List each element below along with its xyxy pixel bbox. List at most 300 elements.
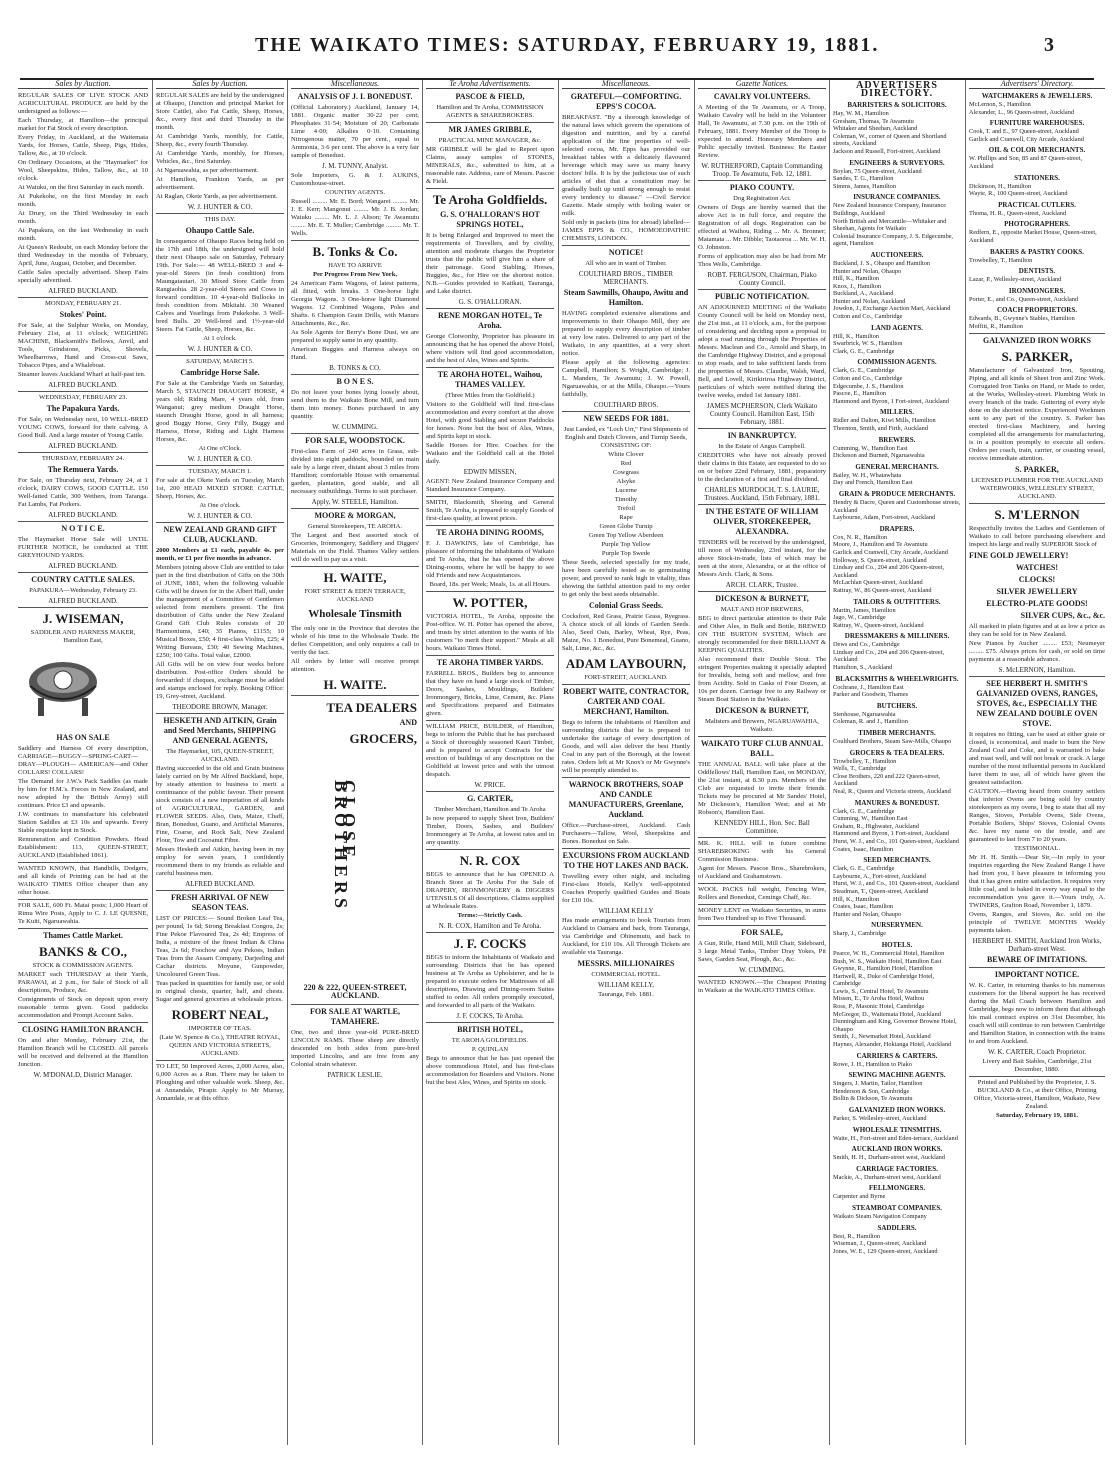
directory-entry: McLernon, S., Hamilton: [969, 101, 1031, 108]
directory-entry: Hunter and Nolan, Ohaupo: [833, 910, 902, 918]
paragraph: Members joining above Club are entitled to take part in the first distribution of Gifts on the 30th of JUNE, 1881, when the following valuable Gifts will be drawn for in the Albert Hall, under the management of a Committee of Gentlemen selected from members present. The first distribution of Gifts under the New Zealand Grand Gift Club Rules consists of 20 Harmoniums, £40; 35 Pianos, £1155; 10 Musical Boxes, £50; 4 first-class Violins, £25; 4 Writing Bureaus, £30; 40 Sewing Machines, £250; 100 Gifts. Total value, £2000.: [156, 564, 284, 659]
paragraph: On Ordinary Occasions, at the "Haymarket" for Wool, Sheepskins, Hides, Tallow, &c., at 10 o'clock.: [18, 159, 148, 182]
divider: [426, 496, 554, 497]
paragraph: BEGS to announce that he has OPENED A Branch Store at Te Aroha For the Sale of DRAPERY, IRONMONGERY & DIGGERS UTENSILS Of all descriptions. Claims supplied at Wholesale Rates.: [426, 871, 554, 910]
paragraph: MARKET each THURSDAY at their Yards, PARAWAI, at 2 p.m., for Sale of Stock of all descriptions, Produce, &c.: [18, 971, 148, 994]
paragraph: Is now prepared to supply Sheet Iron, Builders' Timber, Doors, Sashes, and Builders' Ironmongery at Te Aroha, at lowest rates and in any quantity.: [426, 815, 554, 846]
directory-section-title: STATIONERS.: [1014, 173, 1060, 182]
signature: W. K. CARTER, Coach Proprietor.: [987, 1047, 1087, 1056]
divider: [291, 240, 419, 241]
saddle-illustration: [18, 652, 108, 722]
column-7: [833, 80, 961, 1445]
directory-entry: Hammond and Byron, 1 Fort-street, Auckland: [833, 830, 949, 838]
directory-entry: Lindsay and Co., 204 and 206 Queen-street, Auckland: [833, 564, 945, 579]
directory-section-title: TAILORS & OUTFITTERS.: [853, 597, 941, 606]
paragraph: At Ngaruawahia, as per advertisement.: [156, 167, 259, 174]
sale-date: THURSDAY, FEBRUARY 24.: [41, 455, 125, 462]
divider: [18, 297, 148, 298]
ad-heading: BEWARE OF IMITATIONS.: [986, 954, 1088, 964]
divider: [291, 374, 419, 375]
ad-heading: TE AROHA DINING ROOMS,: [436, 528, 544, 537]
directory-entry: Hurst, W. J., and Co., 101 Queen-street, Auckland: [833, 837, 959, 845]
ad-heading: IN BANKRUPTCY.: [727, 431, 797, 440]
signature: ROBT. FERGUSON, Chairman, Piako County Council.: [707, 271, 817, 287]
signature: W. CUMMING.: [739, 966, 785, 974]
list-item: Purple Top Swede: [601, 550, 651, 557]
directory-entry: Knox, J., Hamilton: [833, 282, 882, 290]
directory-section-title: DRESSMAKERS & MILLINERS.: [844, 632, 950, 641]
directory-entry: Hill, K., Hamilton: [833, 332, 879, 340]
paragraph: At Pukekohe, on the first Monday in each month.: [18, 193, 148, 208]
signature: EDWIN MISSEN,: [463, 468, 517, 476]
paragraph: At One o'clock.: [199, 502, 241, 509]
paragraph: MR GRIBBLE will be glad to Report upon Claims, assay samples of STONES, MINERALS, &c., submitted to him, at a reasonable rate. Address, care of Messrs. Pascoe & Field.: [426, 146, 554, 185]
ad-heading: TE AROHA TIMBER YARDS.: [436, 658, 544, 667]
directory-section-title: DRAPERS.: [879, 524, 915, 533]
directory-entry: Dunningham and King, Governor Browne Hotel, Ohaupo: [833, 1018, 957, 1033]
signature: Apply, W. STEELE, Hamilton.: [311, 498, 399, 506]
paragraph: At Hamilton, Frankton Yards, as per advertisement.: [156, 176, 284, 191]
directory-entry: Jones, W. E., 129 Queen-street, Auckland: [833, 1247, 938, 1255]
ad-heading: Wholesale Tinsmith: [308, 608, 402, 620]
directory-entry: Wayte, R., 100 Queen-street, Auckland: [969, 190, 1068, 198]
paragraph: Livery and Bait Stables, Cambridge, 21st December, 1880.: [982, 1057, 1092, 1073]
directory-entry: Carpenter and Byrne: [833, 1193, 886, 1201]
ad-heading: S. PARKER,: [1015, 464, 1059, 474]
column-heading: Sales by Auction.: [156, 80, 284, 89]
paragraph: At Cambridge Yards, monthly, for Horses, Vehicles, &c., first Saturday.: [156, 150, 284, 165]
directory-entry: Clark, G. E., Cambridge: [833, 807, 895, 815]
directory-section-title: TIMBER MERCHANTS.: [858, 729, 936, 738]
divider: [156, 213, 284, 214]
divider: [698, 504, 826, 505]
paragraph: Terms:—Strictly Cash.: [457, 912, 523, 919]
ad-heading: COUNTRY CATTLE SALES.: [31, 575, 135, 584]
ad-subheading: SADDLER AND HARNESS MAKER, Hamilton East,: [30, 629, 136, 644]
directory-entry: McGregor, D., Waitemata Hotel, Auckland: [833, 1010, 941, 1018]
paragraph: REGULAR SALES are held by the undersigned at Ohaupo, (Junction and principal Market for Store Cattle), also Fat Cattle, Sheep, Horses, &c., every first and third Thursday in the month.: [156, 92, 284, 131]
directory-entry: Cotton and Co., Cambridge: [833, 375, 903, 383]
directory-entry: Coates, Isaac, Hamilton: [833, 845, 894, 853]
list-item: ELECTRO-PLATE GOODS!: [986, 598, 1088, 608]
directory-entry: Clark, G. E., Cambridge: [833, 367, 895, 375]
divider: [969, 503, 1105, 504]
paragraph: WANTED KNOWN.—The Cheapest Printing in Waikato at the WAIKATO TIMES Office.: [698, 979, 826, 994]
divider: [426, 655, 554, 656]
directory-section-title: WHOLESALE TINSMITHS.: [852, 1125, 942, 1134]
column-2: [156, 80, 284, 1445]
ad-heading: H. WAITE,: [323, 570, 387, 585]
paragraph: Mr H. H. Smith.—Dear Sir,—In reply to your inquiries regarding the New Zealand Range I have had from you, I have pleasure in informing you that it has given entire satisfaction. It requires very little coal, and is baked in every way equal to the recommendation you gave it.—Yours truly, A. TWINERS, Grafton Road, November 1, 1879.: [969, 853, 1105, 909]
paragraph: W. K. Carter, in returning thanks to his numerous customers for the liberal support he has received during the Mail Coach between Hamilton and Cambridge, begs now to inform them that although his mail contract expires on 31st December, his coach will still continue to run between Cambridge and Hamilton Station, in connection with the trains to and from Auckland.: [969, 981, 1105, 1045]
signature: ALFRED BUCKLAND.: [48, 511, 118, 519]
paragraph: PAPAKURA—Wednesday, February 23.: [29, 587, 137, 594]
directory-entry: Waite, H., Fort-street and Eden-terrace, Auckland: [833, 1134, 958, 1142]
column-rule: [558, 80, 559, 1445]
directory-entry: Wells, T., Cambridge: [833, 765, 887, 773]
ad-heading: B O N E S.: [336, 377, 374, 386]
ad-heading: Colonial Grass Seeds.: [588, 601, 663, 610]
directory-section-title: BREWERS.: [878, 435, 916, 444]
directory-section-title: FELLMONGERS.: [868, 1184, 926, 1193]
directory-entry: Sandes, T. G., Hamilton: [833, 175, 894, 183]
divider: [698, 883, 826, 884]
signature: WILLIAM KELLY,: [598, 981, 654, 989]
directory-entry: Thoma, H. R., Queen-street, Auckland: [969, 209, 1067, 217]
ad-heading: HESKETH AND AITKIN, Grain and Seed Merchants, SHIPPING AND GENERAL AGENTS,: [163, 716, 277, 745]
directory-section-title: MANURES & BONEDUST.: [854, 798, 940, 807]
ad-subheading: In the Estate of Angus Campbell.: [718, 443, 806, 450]
paragraph: Per Progress From New York,: [312, 271, 398, 278]
ad-heading: J. F. COCKS: [453, 936, 527, 951]
divider: [426, 122, 554, 123]
directory-entry: Buckland, J. S., Ohaupo and Hamilton: [833, 259, 931, 267]
divider: [969, 333, 1105, 334]
list-item: Green Top Yellow Aberdeen: [588, 532, 664, 539]
divider: [698, 428, 826, 429]
directory-section-title: SEWING MACHINE AGENTS.: [848, 1071, 946, 1080]
ad-heading: AND: [399, 718, 417, 727]
paragraph: Also recommend their Double Stout. The stringent Properties making it specially adapted for Invalids, being soft and mellow, and free from Acidity. Sold in Casks of Four Dozen, at 10s per dozen. Carriage free to any Railway or Steam Boat Station in the Waikato.: [698, 656, 826, 703]
directory-entry: Bollin & Dickson, Te Awamutu: [833, 1095, 913, 1103]
signature: ALFRED BUCKLAND.: [48, 562, 118, 570]
ad-subheading: Just Landed, ex "Loch Urr," First Shipments of English and Dutch Clovers, and Turnip Seeds, CONSISTING OF:: [563, 426, 689, 449]
ad-heading: GALVANIZED IRON WORKS: [983, 335, 1091, 345]
column-5: [562, 80, 690, 1445]
divider: [698, 904, 826, 905]
divider: [698, 837, 826, 838]
paragraph: Having succeeded to the old and Grain business lately carried on by Mr Alfred Buckland, hope, by steady attention to business to merit a continuance of the public favour. Their present stock consists of a new importation of all kinds of AGRICULTURAL, GARDEN, and FLOWER SEEDS. Also, Oats, Maize, Chaff, Bran, Bonedust, Guano, and Artificial Manures, Fine, Coarse, and Rock Salt, New Zealand Flour, Tow and Cocoanut Fibre.: [156, 765, 284, 844]
paragraph: George Clotworthy, Proprietor has pleasure in announcing that he has opened the above Hotel, where visitors will find good accommodation, and the best of Ales, Wines and Spirits.: [426, 333, 554, 364]
directory-entry: Lazar, P., Wellesley-street, Auckland: [969, 276, 1062, 284]
paragraph: At 1 o'clock.: [203, 335, 237, 342]
divider: [562, 777, 690, 778]
directory-entry: Bailey, W. H., Whatawhata: [833, 471, 902, 479]
ad-subheading: COMMERCIAL HOTEL.: [591, 971, 661, 978]
directory-list: [969, 92, 1105, 331]
directory-section-title: BUTCHERS.: [876, 701, 918, 710]
directory-section-title: STEAMBOAT COMPANIES.: [852, 1203, 942, 1212]
directory-entry: Pearce, W. H., Commercial Hotel, Hamilton: [833, 949, 945, 957]
directory-entry: Laybourne, Adam, Fort-street, Auckland: [833, 514, 936, 522]
directory-entry: Close Brothers, 220 and 222 Queen-street, Auckland: [833, 772, 941, 788]
ad-heading: DICKESON & BURNETT,: [715, 594, 809, 603]
ad-heading: The Remuera Yards.: [47, 465, 119, 474]
paragraph: For Sale, on Wednesday next, 10 WELL-BRED YOUNG COWS, forward for their calving. A Good Bull. And a large muster of Young Cattle.: [18, 416, 148, 439]
directory-section-title: WATCHMAKERS & JEWELLERS.: [981, 92, 1093, 100]
paragraph: BREAKFAST. "By a thorough knowledge of the natural laws which govern the operations of digestion and nutrition, and by a careful application of the fine properties of well-selected cocoa, Mr. Epps has provided our breakfast tables with a delicately flavoured beverage which may save us many heavy doctors' bills. It is by the judicious use of such articles of diet that a constitution may be gradually built up until strong enough to resist every tendency to disease." —Civil Service Gazette. Made simply with boiling water or milk.: [562, 114, 690, 217]
directory-entry: Hill, K., Hamilton: [833, 895, 879, 903]
signature: W. J. HUNTER & CO.: [187, 203, 253, 211]
paragraph: At Waiuku, on the first Saturday in each month.: [18, 184, 145, 191]
signature: J. M. TUNNY, Analyst.: [321, 162, 389, 170]
directory-section-title: OIL & COLOR MERCHANTS.: [988, 146, 1086, 155]
directory-entry: Buckland, A., Auckland: [833, 290, 894, 298]
signature: N. R. COX, Hamilton and Te Aroha.: [438, 922, 542, 930]
ad-heading: CAVALRY VOLUNTEERS.: [713, 92, 811, 101]
paragraph: Tauranga, Feb. 1881.: [598, 991, 654, 998]
directory-section-title: GENERAL MERCHANTS.: [855, 462, 939, 471]
paragraph: VICTORIA HOTEL, Te Aroha, opposite the Post-office. W. H. Potter has opened the above, and trusts by strict attention to the wants of his customers "to merit their support." Meals at all hours. Waikato Times Hotel.: [426, 613, 554, 652]
column-6: [698, 80, 826, 1445]
directory-entry: Thornton, Smith, and Firth, Auckland: [833, 425, 928, 432]
divider: [426, 591, 554, 592]
column-4: [426, 80, 554, 1445]
divider: [426, 791, 554, 792]
ad-heading: S. M'LERNON: [994, 506, 1080, 522]
directory-entry: Moore, J., Hamilton and Te Awamutu: [833, 541, 928, 549]
divider: [698, 591, 826, 592]
paragraph: In consequence of Ohaupo Races being held on the 17th and 18th, the undersigned will hold their next Ohaupo sale on Saturday, February 19th. For Sale:— 48 WELL-BRED 3 and 4-year-old Steers (in fresh condition) from Maungatautari. 30 Mixed Store Cattle from Rangiaohia. 28 2-year-old Steers and Cows in forward condition. 10 4-year-old Bullocks in fresh condition from Mikitahi. 30 Weaned Calves and Yearlings from Pukekohe. 3 Well-bred Bulls. 20 Well-bred and 1½-year-old Steers. Fat Cattle, Sheep, Horses, &c.: [156, 238, 284, 333]
paragraph: Has made arrangements to book Tourists from Auckland to Oamaru and back, from Tauranga, via Cambridge and Ohinemutu, and back to Auckland, for £10 10s. All Through Tickets are available via Tauranga.: [562, 917, 690, 956]
directory-entry: Henderson & Son, Cambridge: [833, 1087, 910, 1095]
divider: [156, 890, 284, 891]
directory-entry: Edgecumbe, J. S., Hamilton: [833, 382, 904, 390]
paragraph: J.W. continues to manufacture his celebrated Station Saddles at £3 10s and upwards. Every Stable requisite kept in Stock.: [18, 811, 148, 834]
ad-subheading: The Haymarket, 105, QUEEN-STREET, AUCKLAND.: [166, 748, 274, 763]
ad-heading: Ohaupo Cattle Sale.: [185, 226, 255, 235]
paragraph: HAVING completed extensive alterations and improvements to their Ohaupo Mill, they are prepared to supply every description of timber at very low rates. Delivered to any part of the Waikato, in any quantities, at a very short notice.: [562, 310, 690, 357]
column-heading: Gazette Notices.: [698, 80, 826, 89]
column-heading: Sales by Auction.: [18, 80, 148, 89]
ad-heading: G. CARTER,: [467, 794, 513, 803]
signature: ALFRED BUCKLAND.: [48, 442, 118, 450]
ad-heading: Te Aroha Goldfields.: [432, 192, 548, 207]
ad-heading: TEA DEALERS: [326, 700, 417, 715]
divider: [156, 465, 284, 466]
ad-heading: EXCURSIONS FROM AUCKLAND TO THE HOT LAKES AND BACK.: [562, 851, 690, 870]
paragraph: WOOL PACKS full weight, Fencing Wire, Rollers and Bonedust, Cemings Chaff, &c.: [698, 886, 826, 901]
paragraph: AGENT: New Zealand Insurance Company and Standard Insurance Company.: [426, 478, 554, 493]
directory-entry: Garlick and Cranwell, City Arcade, Auckland: [833, 548, 948, 556]
paragraph: Hamilton and Te Aroha, COMMISSION AGENTS & SHAREBROKERS.: [436, 104, 544, 119]
directory-section-title: BAKERS & PASTRY COOKS.: [990, 247, 1084, 256]
paragraph: Please apply at the following agencies: Campbell, Hamilton; S. Wright, Cambridge; J. L. Manders, Te Awamutu; J. W. Powell, Ngaruawahia, or at the Mills, Ohaupo.—Yours faithfully,: [562, 359, 690, 398]
ad-heading: GRATEFUL—COMFORTING. EPPS'S COCOA.: [570, 92, 682, 111]
signature: COULTHARD BROS., TIMBER MERCHANTS.: [578, 270, 674, 286]
directory-entry: Stenhouse, Ngaruawahia: [833, 710, 896, 718]
paragraph: CREDITORS who have not already proved their claims in this Estate, are requested to do so on or before 22nd February, 1881, preparatory to the declaration of a first and final dividend.: [698, 452, 826, 483]
ad-heading: FRESH ARRIVAL OF NEW SEASON TEAS.: [170, 893, 270, 912]
directory-entry: Alexander, L., 96 Queen-street, Auckland: [969, 108, 1075, 116]
directory-entry: New Zealand Insurance Company, Insurance Buildings, Auckland: [833, 202, 947, 217]
directory-entry: Martin, James, Hamilton: [833, 606, 896, 614]
directory-entry: Swarbrick, W. S., Hamilton: [833, 340, 903, 348]
ad-heading: W. POTTER,: [452, 595, 528, 610]
directory-entry: Hill, K., Hamilton: [833, 275, 879, 283]
ad-heading: ANALYSIS OF J. I. BONEDUST.: [297, 92, 413, 101]
directory-section-title: COMMISSION AGENTS.: [857, 358, 937, 367]
directory-entry: Day and French, Hamilton East: [833, 479, 913, 487]
divider: [291, 1004, 419, 1005]
list-item: SILVER CUPS, &c., &c.: [1020, 610, 1105, 620]
directory-section-title: SADDLERS.: [877, 1223, 917, 1232]
divider: [156, 713, 284, 714]
directory-entry: Parker and Goodwin, Thames: [833, 691, 909, 699]
ad-heading: NEW SEEDS FOR 1881.: [583, 414, 669, 423]
paragraph: For Sale at the Cambridge Yards on Saturday, March 5, STAUNCH DRAUGHT HORSE, 4 years old; Riding Mare, 4 years old, from Wanganui; grey medium Draught Horse, staunch Draught Horse, good in all harness; good Buggy Horse, Grey Filly, Buggy and Harness, Horse, Riding and Light Harness Horses, &c.: [156, 380, 284, 443]
divider: [426, 932, 554, 933]
signature: W. CUMMING.: [332, 423, 378, 431]
ad-heading: NOTICE!: [608, 248, 644, 257]
paragraph: FARRELL BROS., Builders beg to announce that they have on hand a large stock of Timber, Doors, Sashes, Mouldings, Builders' Ironmongery, Bricks, Lime, Cement, &c. Plans and Specifications prepared and Estimates given.: [426, 670, 554, 717]
directory-entry: Steadman, T., Queen-street, Auckland: [833, 887, 929, 895]
directory-entry: Whitaker and Sheehan, Auckland: [833, 125, 918, 133]
sale-date: MONDAY, FEBRUARY 21.: [45, 300, 121, 307]
directory-entry: McLachlan Queen-street, Auckland: [833, 579, 923, 587]
seed-list: [562, 451, 690, 558]
signature: W. RUTHERFORD, Captain Commanding Troop. Te Awamutu, Feb. 12, 1881.: [701, 162, 823, 178]
ad-heading: MESSRS. MILLIONAIRES: [577, 959, 675, 968]
signature: W. J. HUNTER & CO.: [187, 345, 253, 353]
directory-entry: Hurst, W. J., and Co., 101 Queen-street, Auckland: [833, 880, 959, 888]
directory-entry: Coates, Isaac, Hamilton: [833, 903, 894, 911]
signature: J. F. COCKS, Te Aroha.: [456, 1012, 524, 1020]
column-rule: [965, 80, 966, 1445]
ad-heading: MR JAMES GRIBBLE,: [448, 125, 532, 134]
directory-section-title: BARRISTERS & SOLICITORS.: [847, 101, 947, 109]
paragraph: American Buggies and Harness always on Hand.: [291, 346, 419, 361]
paragraph: THE ANNUAL BALL will take place at the Oddfellows' Hall, Hamilton East, on MONDAY, the 21st instant, at 8.30 p.m. Members of the Club are requested to invite their friends. Tickets may be procured at Mr Sandes' Hotel, Mr Dickeson's, Hamilton West; and at Mr Robson's, Hamilton East.: [698, 761, 826, 816]
paragraph: At Drury, on the Third Wednesday in each month.: [18, 210, 148, 225]
paragraph: (Late W. Spence & Co.), THEATRE ROYAL, QUEEN AND VICTORIA STREETS, AUCKLAND.: [159, 1034, 281, 1057]
divider: [698, 289, 826, 290]
divider: [18, 572, 148, 573]
column-heading: Miscellaneous.: [562, 80, 690, 89]
directory-entry: Cumming, W., Hamilton East: [833, 444, 908, 452]
paragraph: The Haymarket Horse Sale will UNTIL FURTHER NOTICE, be conducted at THE GREYHOUND YARDS.: [18, 536, 148, 559]
ad-heading: GROCERS,: [349, 731, 417, 746]
signature: COULTHARD BROS.: [593, 401, 659, 409]
paragraph: WILLIAM PRICE, BUILDER, of Hamilton, begs to inform the Public that he has purchased a Stock of thoroughly seasoned Kauri Timber, and is prepared to accept Contracts for the erection of buildings of any description on the Goldfield at lowest price and with the utmost despatch.: [426, 723, 554, 778]
list-item: Alsyke: [616, 478, 636, 485]
ad-subheading: General Storekeepers, TE AROHA.: [307, 523, 403, 530]
directory-entry: Graham, R., Highwater, Auckland: [833, 822, 919, 830]
directory-entry: Hartwell, R., Duke of Cambridge Hotel, Cambridge: [833, 972, 935, 988]
paragraph: LICENSED PLUMBER FOR THE AUCKLAND WATERWORKS, WELLESLEY STREET, AUCKLAND.: [971, 476, 1103, 500]
paragraph: (Official Laboratory.) Auckland, January 14, 1881. Organic matter 30·22 per cent; Phosphates 31·54; Moisture of 20; Carbonate Lime 4·00; Alkalies 0·10. Containing Nitrogenous matter, 70 per cent., equal to Ammonia, 3·6 per cent. The above is a very fair sample of Bonedust.: [291, 104, 419, 159]
list-item: Rape: [619, 514, 633, 521]
directory-entry: Neal, R., Queen and Victoria streets, Auckland: [833, 788, 951, 795]
divider: [18, 607, 148, 608]
directory-entry: Hunter and Nolan, Auckland: [833, 297, 906, 305]
ad-subheading: IMPORTER OF TEAS.: [188, 1025, 252, 1032]
signature: W. M'DONALD, District Manager.: [33, 1071, 133, 1079]
directory-entry: Hunter and Nolan, Ohaupo: [833, 267, 902, 275]
directory-section-title: IRONMONGERS.: [1008, 286, 1066, 295]
ad-heading: SEE HERBERT H. SMITH'S GALVANIZED OVENS, RANGES, STOVES, &c., ESPECIALLY THE NEW ZEALAND DOUBLE OVEN STOVE.: [976, 678, 1098, 728]
ad-subheading: COUNTRY AGENTS.: [324, 189, 386, 196]
directory-section-title: COACH PROPRIETORS.: [997, 306, 1077, 315]
directory-entry: Holloway, S. Queen-street, Auckland: [833, 556, 927, 564]
directory-entry: Coleman, W., corner of Queen and Shortland streets, Auckland: [833, 132, 947, 148]
directory-section-title: LAND AGENTS.: [871, 323, 923, 332]
ad-subheading: All who are in want of Timber.: [585, 260, 667, 267]
directory-entry: Coleman, R. and J., Hamilton: [833, 718, 908, 726]
directory-section-title: DENTISTS.: [1018, 267, 1056, 276]
ad-heading: S. PARKER,: [1001, 348, 1073, 364]
signature: W. J. HUNTER & CO.: [187, 512, 253, 520]
signature: KENNEDY HILL, Hon. Sec. Ball Committee.: [714, 819, 810, 835]
directory-entry: Cox, N. R., Hamilton: [833, 533, 888, 541]
signature: WILLIAM KELLY: [598, 907, 654, 915]
column-heading: Te Aroha Advertisements.: [426, 80, 554, 89]
divider: [969, 1076, 1105, 1077]
directory-section-title: GROCERS & TEA DEALERS.: [849, 748, 945, 757]
list-item: White Clover: [608, 451, 644, 458]
sale-date: TUESDAY, MARCH 1.: [188, 468, 252, 475]
paragraph: The only one in the Province that devotes the whole of his time to the Wholesale Trade. He defies Competition, and only requires a call to verify the fact.: [291, 625, 419, 656]
signature: HERBERT H. SMITH, Auckland Iron Works, Durham-street West.: [972, 936, 1102, 953]
paragraph: TO LET, 50 Improved Acres, 2,000 Acres, also, 6,000 Acres as a Run. There may be taken to Ploughing and other valuable work. Sheep, &c. at Annandale, Pirapir. Apply to Mr Murray, Annandale, or at this office.: [156, 1063, 284, 1102]
signature: ALFRED BUCKLAND.: [185, 880, 255, 888]
paragraph: A Gun, Rifle, Hand Mill, Mill Chair, Sideboard, 3 large Metal Tanks, Timber Dray Yokes, Pit Saws, Garden Seat, Plough, &c., &c.: [698, 940, 826, 963]
list-item: WATCHES!: [1015, 562, 1059, 572]
directory-entry: Moffitt, R., Hamilton: [969, 322, 1023, 330]
paragraph: Respectfully invites the Ladies and Gentlemen of Waikato to call before purchasing elsewhere and inspect his large and really SUPERIOR Stock of: [969, 524, 1105, 548]
directory-entry: Singers, J. Martin, Tailor, Hamilton: [833, 1080, 923, 1088]
directory-entry: Gresham, Thomas, Te Awamutu: [833, 117, 914, 125]
ad-subheading: FORT-STREET, AUCKLAND.: [584, 674, 668, 681]
divider: [698, 736, 826, 737]
ad-subheading: Dog Registration Act.: [733, 195, 791, 202]
ad-heading: MOORE & MORGAN,: [314, 511, 396, 520]
directory-entry: Cumming, W., Hamilton East: [833, 815, 908, 823]
list-item: Timothy: [614, 496, 638, 503]
paragraph: AN ADJOURNED MEETING of the Waikato County Council will be held on Monday next, the 21st inst., at 11 o'clock, a.m., for the purpose of considering and deciding upon a proposal to adopt a road running through the Properties of Messrs. Maclean and Co., Arnold and Sharp, in the Cambridge Highway District, and a proposal to stop roads, and to take sufficient lands from the properties of Messrs. Claudie, Walsh, Ward, Bell, and Lovell, Kirikiriroa Highway District, particulars of which were notified during the twelve weeks, ended 1st January 1881.: [698, 304, 826, 399]
list-item: FINE GOLD JEWELLERY!: [969, 550, 1069, 560]
paragraph: Teas packed in quantities for family use, or sold in original chests, quarter, half, and chests. Sugar and general groceries at wholesale prices.: [156, 980, 284, 1003]
directory-section-title: PRACTICAL CUTLERS.: [998, 200, 1076, 209]
paragraph: Agent for Messrs. Pascoe Bros., Sharebrokers, of Auckland and Grahamstown.: [698, 865, 826, 880]
paragraph: Saddle Horses for Hire. Coaches for the Waikato and the Goldfield call at the Hotel daily.: [426, 442, 554, 465]
paragraph: One, two and three year-old PURE-BRED LINCOLN RAMS. These sheep are directly descended on both sides from pure-bred imported Lincolns, and are free from any Colonial strain whatever.: [291, 1029, 419, 1068]
paragraph: Maltsters and Brewers, NGARUAWAHIA, Waikato.: [705, 718, 819, 733]
divider: [698, 925, 826, 926]
paragraph: All marked in plain figures and at as low a price as they can be sold for in New Zealand.: [969, 622, 1105, 638]
directory-entry: North British and Mercantile—Whitaker and Sheehan, Agents for Waikato: [833, 217, 947, 233]
ad-subheading: TESTIMONIAL.: [1014, 844, 1060, 852]
column-rule: [829, 80, 830, 1445]
directory-entry: Rattray, W., 86 Queen-street, Auckland: [833, 586, 932, 594]
column-heading: Miscellaneous.: [291, 80, 419, 89]
directory-list: [833, 101, 961, 1255]
directory-entry: Ross, P., Masonic Hotel, Cambridge: [833, 1003, 925, 1011]
list-item: Green Globe Turnip: [599, 523, 653, 530]
directory-entry: Gwynne, R., Hamilton Hotel, Hamilton: [833, 965, 933, 973]
paragraph: These Seeds, selected specially for my trade, have been carefully tested as to germinating power, and proved to rank high in vitality, thus showing the faithful attention paid to my order to get only the best seeds obtainable.: [562, 559, 690, 598]
signature: CHARLES MURDOCH, T. S. LAURIE, Trustees. Auckland, 15th February, 1881.: [704, 486, 820, 502]
directory-section-title: INSURANCE COMPANIES.: [853, 193, 941, 202]
divider: [291, 433, 419, 434]
paragraph: Begs to announce that he has just opened the above commodious Hotel, and has first-class accommodation for Boarders and Visitors. None but the best Ales, Wines, and Spirits on stock.: [426, 1055, 554, 1086]
directory-entry: Cochrane, J., Hamilton East: [833, 683, 904, 691]
list-item: CLOCKS!: [1018, 574, 1056, 584]
directory-entry: Jackson and Russell, Fort-street, Auckland: [833, 147, 941, 155]
ad-subheading: STOCK & COMMISSION AGENTS.: [32, 962, 134, 969]
directory-entry: Mackie, A., Durham-street west, Auckland: [833, 1173, 941, 1181]
directory-entry: Best, R., Hamilton: [833, 1232, 881, 1240]
directory-entry: Coulthard Brothers, Steam Saw-Mills, Ohaupo: [833, 738, 952, 746]
divider: [426, 525, 554, 526]
directory-entry: Cook, T. and E., 97 Queen-street, Auckland: [969, 128, 1079, 136]
ad-heading: TE AROHA HOTEL, Waihou, THAMES VALLEY.: [437, 370, 543, 389]
paragraph: LIST OF PRICES:— Sound Broken Leaf Tea, per pound, 1s 6d; Strong Breakfast Congou, 2s; Fine Pekoe Flavoured Tea, 2s 4d; Empress of India, a mixture of the finest Indian & China Teas, 2s 6d; Foochow and Ayu Pekoes, Indian Teas from the Assam Company, Darjeeling and Cachar districts. Moyune, Gunpowder, Uncoloured Green Teas.: [156, 915, 284, 978]
ad-heading: BRITISH HOTEL,: [457, 1025, 523, 1034]
paragraph: On and after Monday, February 21st, the Hamilton Branch will be CLOSED. All parcels will be received and delivered at the Hamilton Junction.: [18, 1037, 148, 1068]
ad-heading: ADAM LAYBOURN,: [565, 656, 687, 671]
ad-subheading: FORT STREET & EDEN TERRACE, AUCKLAND: [304, 588, 406, 603]
